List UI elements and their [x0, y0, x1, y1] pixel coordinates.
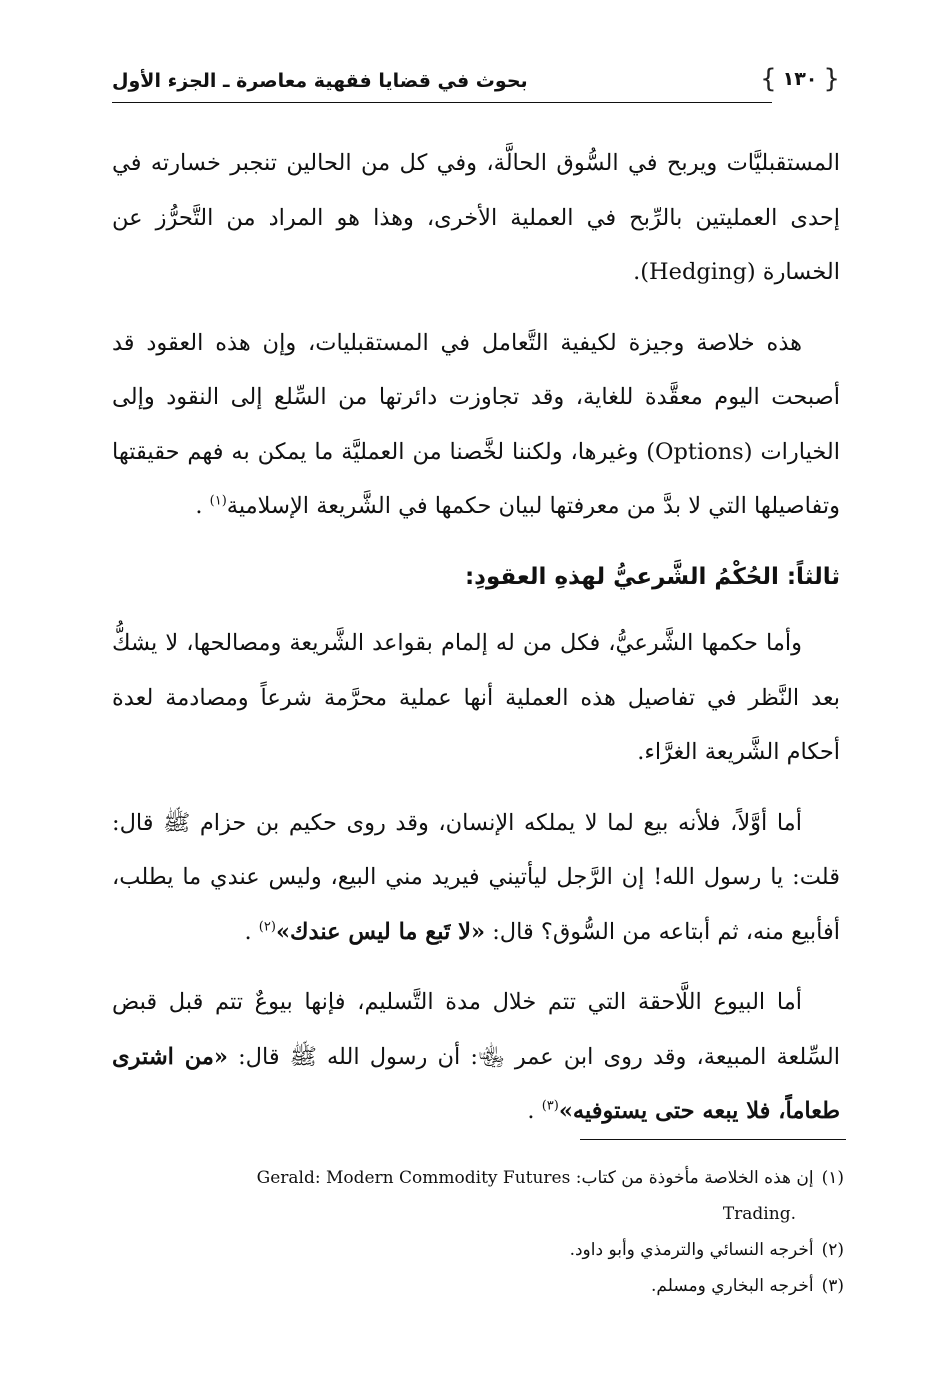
running-title: بحوث في قضايا فقهية معاصرة ـ الجزء الأول	[112, 70, 528, 92]
footnote-ref-2[interactable]: (٢)	[258, 919, 276, 934]
paragraph-end: .	[633, 259, 641, 285]
footnote-text: أخرجه النسائي والترمذي وأبو داود.	[569, 1240, 814, 1260]
paragraph-text: هذه خلاصة وجيزة لكيفية التَّعامل في المستقبليات، وإن هذه العقود قد أصبحت اليوم معقَّدة للغاية، وقد تجاوزت دائرتها من السِّلع إلى النقود وإلى الخيارات	[112, 329, 841, 465]
paragraph-summary	[112, 316, 840, 534]
paragraph-end: .	[195, 493, 203, 519]
footnote-3	[112, 1268, 844, 1304]
page-number-bracket-left: }	[760, 64, 777, 94]
paragraph-end: .	[244, 918, 252, 945]
footnote-1	[112, 1160, 844, 1196]
hadith-quote: «لا تَبع ما ليس عندك»	[275, 918, 486, 945]
page-number-bracket-right: {	[823, 64, 840, 94]
paragraph-ruling: وأما حكمها الشَّرعيُّ، فكل من له إلمام بقواعد الشَّريعة ومصالحها، لا يشكُّ بعد النَّظر في تفاصيل هذه العملية أنها عملية محرَّمة شرعاً ومصادمة لعدة أحكام الشَّريعة الغرَّاء.	[112, 630, 840, 765]
paragraph-text: وغيرها، ولكننا لخَّصنا من العمليَّة ما يمكن به فهم حقيقتها وتفاصيلها التي لا بدَّ من معرفتها لبيان حكمها في الشَّريعة الإسلامية	[112, 438, 840, 519]
hadith-quote: «من اشترى طعاماً، فلا يبعه حتى يستوفيه»	[112, 1043, 840, 1124]
paragraph-text: أما البيوع اللَّاحقة التي تتم خلال مدة التَّسليم، فإنها بيوعٌ تتم قبل قبض السِّلعة المبيعة، وقد روى ابن عمر ﵄: أن رسول الله ﷺ قال:	[112, 989, 841, 1070]
paragraph-hedging	[112, 136, 840, 300]
paragraph-later-sales	[112, 975, 840, 1139]
page-number-value: ١٣٠	[782, 68, 818, 90]
header-divider	[112, 102, 772, 103]
section-heading: ثالثاً: الحُكْمُ الشَّرعيُّ لهذهِ العقودِ:	[464, 563, 840, 590]
paragraph-first-reason	[112, 796, 840, 960]
term-options: (Options)	[646, 438, 753, 465]
footnote-1-continuation: .Trading	[722, 1204, 796, 1224]
footnote-text: إن هذه الخلاصة مأخوذة من كتاب:	[575, 1168, 814, 1188]
page-number	[760, 62, 840, 96]
footnote-number: (٢)	[821, 1240, 844, 1260]
footnote-text: أخرجه البخاري ومسلم.	[651, 1276, 814, 1296]
footnote-divider	[580, 1139, 846, 1140]
paragraph-text: أما أوَّلاً، فلأنه بيع لما لا يملكه الإنسان، وقد روى حكيم بن حزام ﷺ قال: قلت: يا رسول الله! إن الرَّجل ليأتيني فيريد مني البيع، وليس عندي ما يطلب، أفأبيع منه، ثم أبتاعه من السُّوق؟ قال:	[112, 809, 840, 945]
footnote-ref-1[interactable]: (١)	[209, 493, 227, 509]
footnote-2	[112, 1232, 844, 1268]
footnote-ref-3[interactable]: (٣)	[541, 1098, 559, 1114]
footnote-number: (٣)	[821, 1276, 844, 1296]
paragraph-end: .	[527, 1098, 535, 1124]
footnote-number: (١)	[821, 1168, 844, 1188]
paragraph-text: المستقبليَّات ويربح في السُّوق الحالَّة، وفي كل من الحالين تنجبر خسارته في إحدى العمليتين بالرِّبح في العملية الأخرى، وهذا هو المراد من التَّحرُّز عن الخسارة	[112, 150, 840, 285]
term-hedging: (Hedging)	[640, 259, 756, 285]
footnote-source: Gerald: Modern Commodity Futures	[256, 1168, 571, 1188]
footnotes	[112, 1160, 844, 1304]
main-text	[112, 136, 840, 1155]
